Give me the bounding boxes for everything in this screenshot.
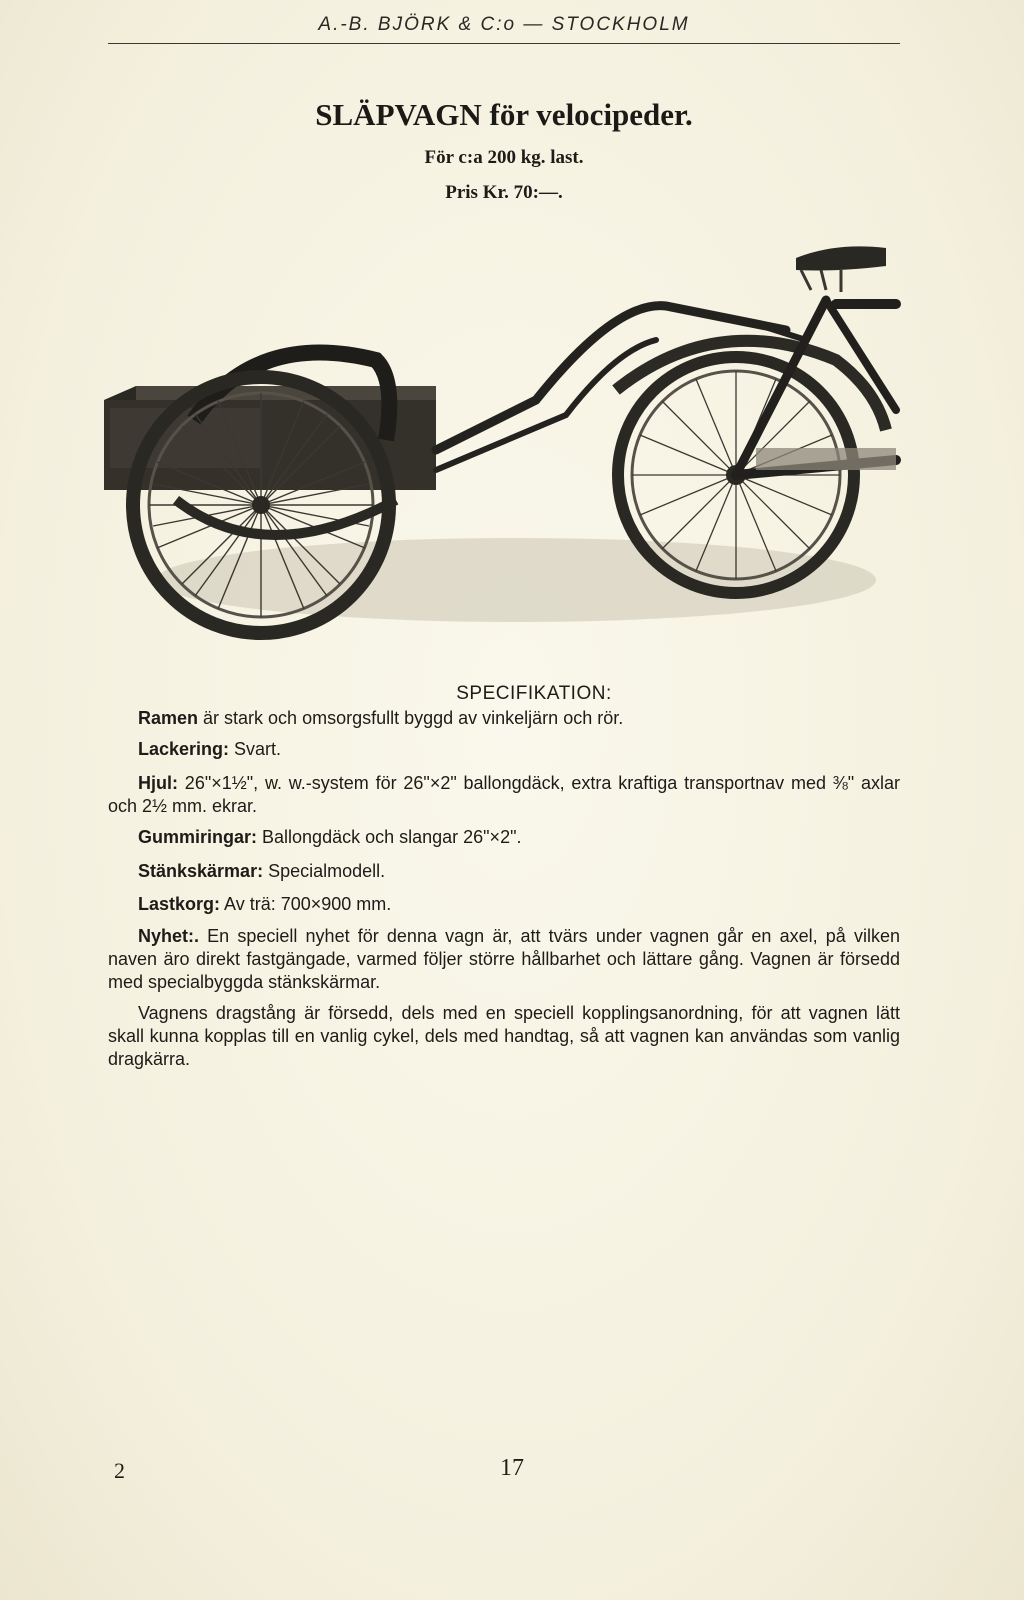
saddle	[796, 246, 886, 292]
spec-closing-paragraph: Vagnens dragstång är försedd, dels med en speciell kopplingsanordning, för att vagnen lätt skall kunna kopplas till en vanlig cykel, dels med handtag, så att vagnen kan användas som vanlig dragkärra.	[108, 1003, 900, 1069]
product-capacity: För c:a 200 kg. last.	[424, 147, 584, 168]
spec-item-ramen	[108, 707, 900, 730]
spec-item-hjul	[108, 772, 900, 818]
running-head: A.-B. BJÖRK & C:o — STOCKHOLM	[318, 14, 690, 35]
spec-label: Stänkskärmar:	[138, 861, 264, 881]
spec-text: Av trä: 700×900 mm.	[220, 894, 392, 914]
spec-text: Specialmodell.	[263, 861, 386, 881]
spec-text: En speciell nyhet för denna vagn är, att tvärs under vagnen går en axel, på vilken naven äro direkt fastgängade, varmed följer större hållbarhet och lättare gång. Vagnen är försedd med specialbyggda stänkskärmar.	[108, 926, 900, 992]
spec-item-stankskarmar	[108, 860, 900, 883]
spec-label: Nyhet:.	[138, 926, 200, 946]
page-number: 17	[500, 1455, 524, 1481]
spec-label: Ramen	[138, 708, 199, 728]
specification-heading: SPECIFIKATION:	[456, 683, 612, 704]
signature-mark: 2	[114, 1458, 125, 1483]
spec-text: är stark och omsorgsfullt byggd av vinkeljärn och rör.	[198, 708, 624, 728]
header-rule	[108, 43, 900, 44]
chain-guard	[756, 448, 896, 470]
spec-label: Gummiringar:	[138, 827, 258, 847]
trailer-wheel	[133, 377, 389, 633]
spec-text: Ballongdäck och slangar 26"×2".	[257, 827, 522, 847]
spec-item-lastkorg	[108, 893, 900, 916]
spec-item-gummiringar	[108, 826, 900, 849]
spec-label: Lackering:	[138, 739, 230, 759]
spec-label: Lastkorg:	[138, 894, 221, 914]
spec-text: 26"×1½", w. w.-system för 26"×2" ballongdäck, extra kraftiga transportnav med ⅜" axlar och 2½ mm. ekrar.	[108, 773, 900, 816]
product-title: SLÄPVAGN för velocipeder.	[315, 97, 693, 132]
spec-label: Hjul:	[138, 773, 178, 793]
spec-item-lackering	[108, 738, 900, 761]
product-price: Pris Kr. 70:—.	[445, 182, 563, 203]
spec-text: Svart.	[229, 739, 282, 759]
spec-item-nyhet	[108, 925, 900, 994]
bicycle-trailer-illustration	[96, 240, 912, 660]
